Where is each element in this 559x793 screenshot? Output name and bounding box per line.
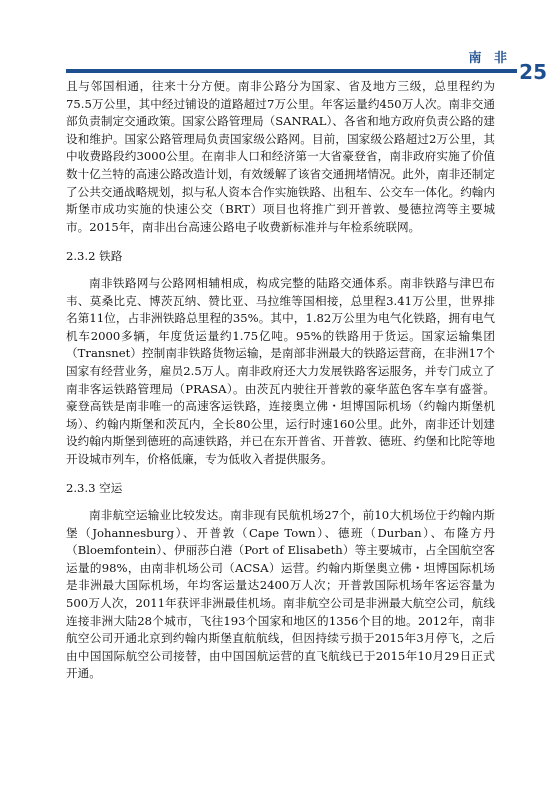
header-rule bbox=[66, 69, 543, 73]
page-header bbox=[0, 0, 559, 84]
running-title: 南 非 bbox=[468, 51, 511, 66]
railway-paragraph: 南非铁路网与公路网相辅相成，构成完整的陆路交通体系。南非铁路与津巴布韦、莫桑比克、博茨瓦纳、赞比亚、马拉维等国相接，总里程3.41万公里，世界排名第11位，占非洲铁路总里程的35%。其中，1.82万公里为电气化铁路，拥有电气机车2000多辆，年度货运量约1.75亿吨。95%的铁路用于货运。国家运输集团（Transnet）控制南非铁路货物运输，是南部非洲最大的铁路运营商，在非洲17个国家有经营业务，雇员2.5万人。南非政府还大力发展铁路客运服务，并专门成立了南非客运铁路管理局（PRASA）。由茨瓦内驶往开普敦的豪华蓝色客车享有盛誉。豪登高铁是南非唯一的高速客运铁路，连接奥立佛・坦博国际机场（约翰内斯堡机场）、约翰内斯堡和茨瓦内，全长80公里，运行时速160公里。此外，南非还计划建设约翰内斯堡到德班的高速铁路，并已在东开普省、开普敦、德班、约堡和比陀等地开设城市列车，价格低廉，专为低收入者提供服务。 bbox=[66, 275, 495, 466]
page-content bbox=[66, 78, 495, 683]
road-paragraph: 且与邻国相通，往来十分方便。南非公路分为国家、省及地方三级，总里程约为75.5万公里，其中经过铺设的道路超过7万公里。年客运量约450万人次。南非交通部负责制定交通政策。国家公路管理局（SANRAL）、各省和地方政府负责公路的建设和维护。国家公路管理局负责国家级公路网。目前，国家级公路超过2万公里，其中收费路段约3000公里。在南非人口和经济第一大省豪登省，南非政府实施了价值数十亿兰特的高速公路改造计划，有效缓解了该省交通拥堵情况。此外，南非还制定了公共交通战略规划，拟与私人资本合作实施铁路、出租车、公交车一体化。约翰内斯堡市成功实施的快速公交（BRT）项目也将推广到开普敦、曼德拉湾等主要城市。2015年，南非出台高速公路电子收费新标准并与年检系统联网。 bbox=[66, 79, 495, 234]
aviation-heading: 2.3.3 空运 bbox=[66, 481, 123, 496]
aviation-paragraph: 南非航空运输业比较发达。南非现有民航机场27个，前10大机场位于约翰内斯堡（Johannesburg）、开普敦（Cape Town）、德班（Durban）、布隆方丹（Bloemfontein）、伊丽莎白港（Port of Elisabeth）等主要城市，占全国航空客运量的98%，由南非机场公司（ACSA）运营。约翰内斯堡奥立佛・坦博国际机场是非洲最大国际机场，年均客运量达2400万人次；开普敦国际机场年客运容量为500万人次，2011年获评非洲最佳机场。南非航空公司是非洲最大航空公司，航线连接非洲大陆28个城市，飞往193个国家和地区的1356个目的地。2012年，南非航空公司开通北京到约翰内斯堡直航航线，但因持续亏损于2015年3月停飞，之后由中国国际航空公司接替，由中国国航运营的直飞航线已于2015年10月29日正式开通。 bbox=[66, 508, 495, 681]
page-number: 25 bbox=[519, 60, 547, 84]
railway-heading: 2.3.2 铁路 bbox=[66, 249, 123, 264]
